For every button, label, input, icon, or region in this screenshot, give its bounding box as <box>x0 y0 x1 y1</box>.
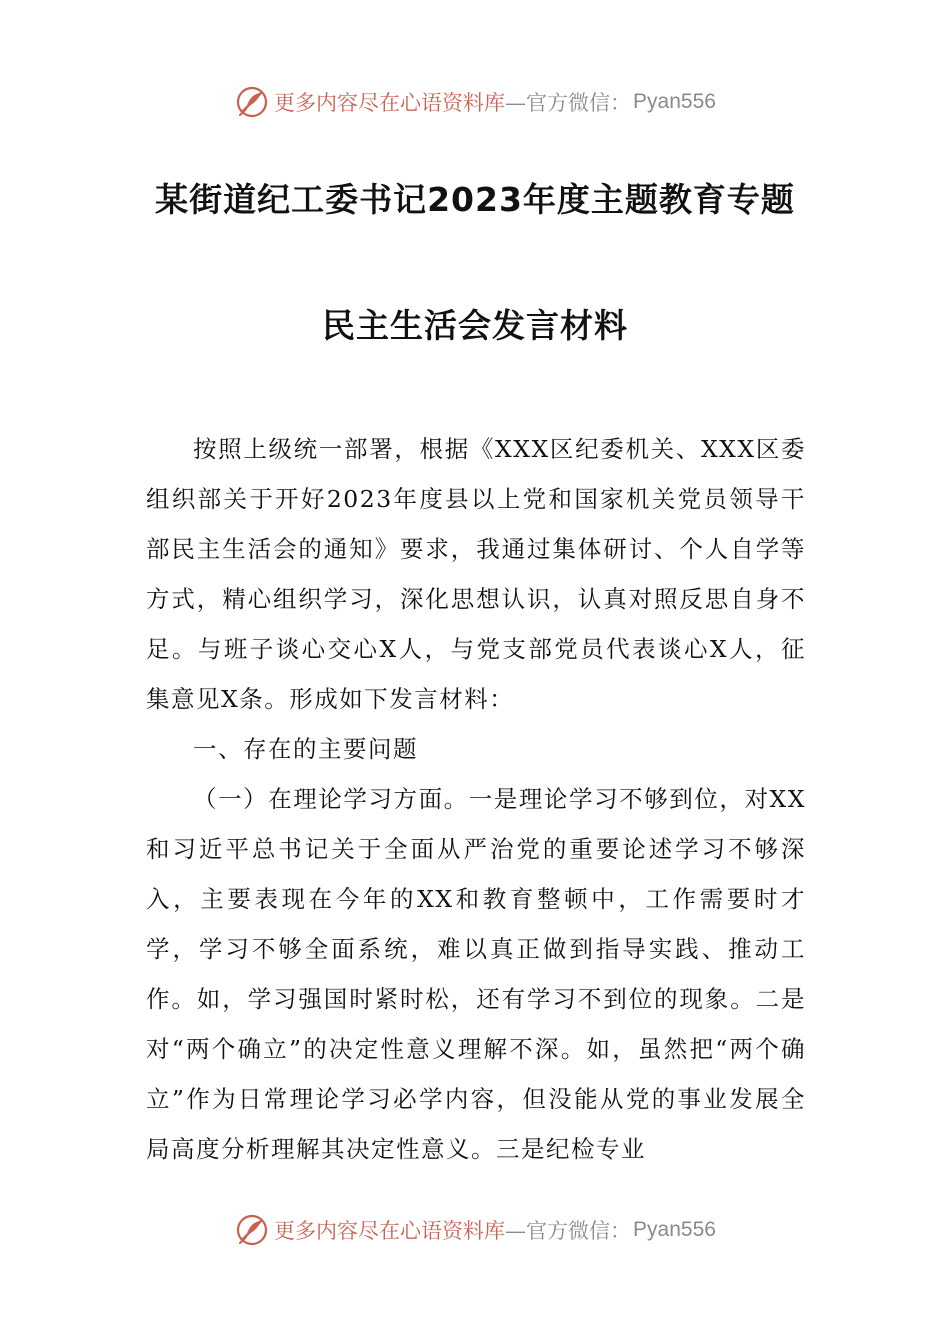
paragraph-theory-study: （一）在理论学习方面。一是理论学习不够到位，对XX和习近平总书记关于全面从严治党的重要论述学习不够深入，主要表现在今年的XX和教育整顿中，工作需要时才学，学习不够全面系统，难以真正做到指导实践、推动工作。如，学习强国时紧时松，还有学习不到位的现象。二是对“两个确立”的决定性意义理解不深。如，虽然把“两个确立”作为日常理论学习必学内容，但没能从党的事业发展全局高度分析理解其决定性意义。三是纪检专业 <box>146 785 806 1163</box>
watermark-footer <box>0 1210 950 1250</box>
quill-logo-icon <box>234 1212 270 1248</box>
section-heading: 一、存在的主要问题 <box>193 735 418 763</box>
watermark-wechat-id: Pyan556 <box>633 1218 716 1241</box>
quill-logo-icon <box>234 84 270 120</box>
document-title-line1: 某街道纪工委书记2023年度主题教育专题 <box>155 180 795 219</box>
document-body <box>146 424 806 1174</box>
watermark-main-text: 更多内容尽在心语资料库 <box>274 91 506 115</box>
paragraph-intro: 按照上级统一部署，根据《XXX区纪委机关、XXX区委组织部关于开好2023年度县以上党和国家机关党员领导干部民主生活会的通知》要求，我通过集体研讨、个人自学等方式，精心组织学习，深化思想认识，认真对照反思自身不足。与班子谈心交心X人，与党支部党员代表谈心X人，征集意见X条。形成如下发言材料： <box>146 435 806 713</box>
watermark-separator-text: —官方微信： <box>505 1219 632 1243</box>
document-title-line2: 民主生活会发言材料 <box>322 306 628 345</box>
watermark-wechat-id: Pyan556 <box>633 90 716 113</box>
watermark-main-text: 更多内容尽在心语资料库 <box>274 1219 506 1243</box>
watermark-header <box>0 82 950 122</box>
watermark-separator-text: —官方微信： <box>505 91 632 115</box>
